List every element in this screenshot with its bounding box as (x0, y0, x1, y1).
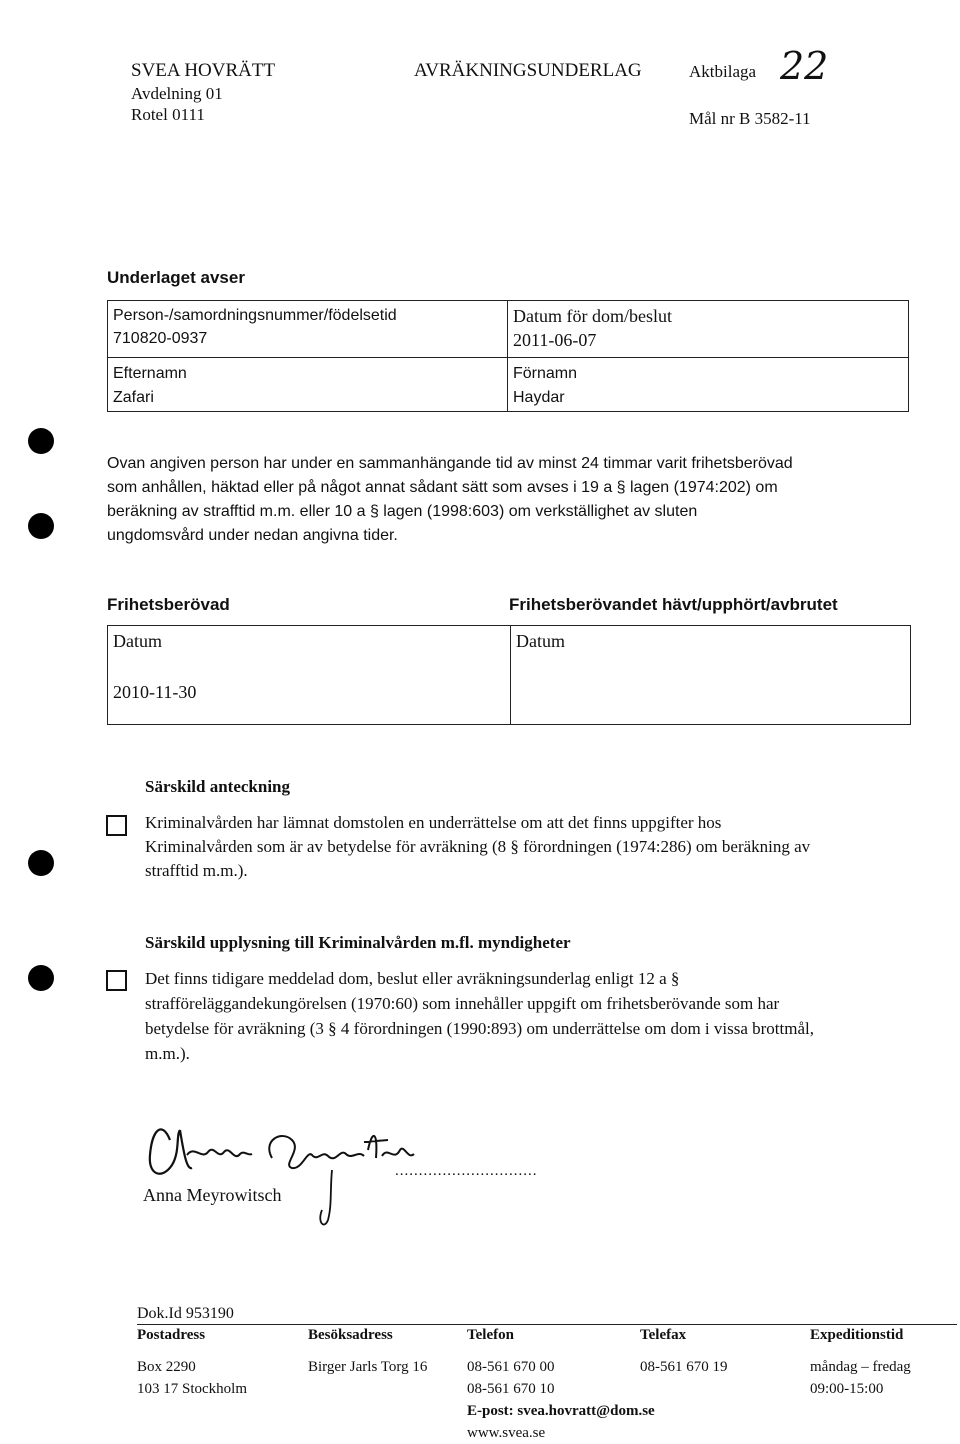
statement-line: som anhållen, häktad eller på något annat sådant sätt som avses i 19 a § lagen (1974:202) om (107, 479, 778, 496)
firstname-label: Förnamn (513, 365, 578, 382)
surname-label: Efternamn (113, 365, 187, 382)
subject-table-divider-v (507, 301, 508, 411)
footer-hours-line: måndag – fredag (810, 1359, 911, 1375)
special-note-line: strafftid m.m.). (145, 861, 248, 880)
deprivation-heading: Frihetsberövad (107, 595, 230, 614)
binder-hole-dot (28, 965, 54, 991)
footer-fax (640, 1324, 728, 1378)
footer-visit (308, 1324, 427, 1378)
footer-postal-line: 103 17 Stockholm (137, 1381, 248, 1397)
statement-paragraph (107, 452, 907, 548)
special-note-line: Kriminalvården har lämnat domstolen en underrättelse om att det finns uppgifter hos (145, 813, 722, 832)
id-label: Person-/samordningsnummer/födelsetid (113, 307, 397, 324)
court-name: SVEA HOVRÄTT (131, 60, 276, 81)
binder-hole-dot (28, 850, 54, 876)
document-title: AVRÄKNINGSUNDERLAG (414, 60, 642, 81)
special-info-paragraph (145, 966, 960, 1066)
footer-fax-heading: Telefax (640, 1327, 687, 1343)
footer-visit-heading: Besöksadress (308, 1327, 393, 1343)
footer-website-link[interactable]: www.svea.se (467, 1425, 546, 1441)
footer-hours (810, 1324, 911, 1400)
special-note-paragraph (145, 811, 955, 883)
subject-table-divider-h (108, 357, 908, 358)
subject-table (107, 300, 909, 412)
special-info-line: Det finns tidigare meddelad dom, beslut eller avräkningsunderlag enligt 12 a § (145, 969, 680, 988)
footer-postal-line: Box 2290 (137, 1359, 196, 1375)
footer-email[interactable] (467, 1400, 655, 1422)
deprivation-left-date-label: Datum (113, 631, 162, 651)
footer-phone-line: 08-561 670 00 (467, 1359, 555, 1375)
rotel: Rotel 0111 (131, 105, 205, 124)
footer-phone (467, 1324, 655, 1444)
footer-postal (137, 1324, 247, 1400)
special-info-checkbox[interactable] (106, 970, 127, 991)
release-heading: Frihetsberövandet hävt/upphört/avbrutet (509, 595, 838, 614)
deprivation-left-date-value: 2010-11-30 (113, 682, 197, 702)
signature-dotted-line: .............................. (395, 1163, 538, 1179)
firstname-value: Haydar (513, 389, 565, 406)
id-value: 710820-0937 (113, 330, 208, 347)
attachment-number-handwritten: 22 (780, 44, 829, 88)
document-id: Dok.Id 953190 (137, 1305, 234, 1322)
footer-visit-line: Birger Jarls Torg 16 (308, 1359, 428, 1375)
surname-value: Zafari (113, 389, 154, 406)
statement-line: ungdomsvård under nedan angivna tider. (107, 527, 398, 544)
attachment-label: Aktbilaga (689, 62, 757, 81)
statement-line: Ovan angiven person har under en sammanhängande tid av minst 24 timmar varit frihetsberövad (107, 455, 793, 472)
decision-date-label: Datum för dom/beslut (513, 306, 672, 326)
footer-phone-line: 08-561 670 10 (467, 1381, 555, 1397)
case-number: Mål nr B 3582-11 (689, 109, 811, 128)
binder-hole-dot (28, 513, 54, 539)
deprivation-divider-v (510, 626, 511, 724)
signer-printed-name: Anna Meyrowitsch (143, 1185, 282, 1205)
special-info-heading: Särskild upplysning till Kriminalvården m.fl. myndigheter (145, 933, 571, 952)
footer-phone-heading: Telefon (467, 1327, 514, 1343)
footer-fax-line: 08-561 670 19 (640, 1359, 728, 1375)
special-note-heading: Särskild anteckning (145, 777, 291, 796)
binder-hole-dot (28, 428, 54, 454)
footer-hours-heading: Expeditionstid (810, 1327, 904, 1343)
special-info-line: m.m.). (145, 1044, 190, 1063)
deprivation-right-date-label: Datum (516, 631, 565, 651)
division: Avdelning 01 (131, 84, 223, 103)
special-info-line: strafföreläggandekungörelsen (1970:60) som innehåller uppgift om frihetsberövande som har (145, 994, 780, 1013)
special-note-checkbox[interactable] (106, 815, 127, 836)
special-note-line: Kriminalvården som är av betydelse för avräkning (8 § förordningen (1974:286) om beräkning av (145, 837, 811, 856)
statement-line: beräkning av strafftid m.m. eller 10 a § lagen (1998:603) om verkställighet av sluten (107, 503, 698, 520)
footer-postal-heading: Postadress (137, 1327, 206, 1343)
special-info-line: betydelse för avräkning (3 § 4 förordningen (1990:893) om underrättelse om dom i vissa brottmål, (145, 1019, 814, 1038)
deprivation-table (107, 625, 911, 725)
footer-hours-line: 09:00-15:00 (810, 1381, 884, 1397)
decision-date-value: 2011-06-07 (513, 330, 597, 350)
footer-email-text[interactable]: E-post: svea.hovratt@dom.se (467, 1403, 655, 1419)
section-heading-subject: Underlaget avser (107, 268, 245, 287)
